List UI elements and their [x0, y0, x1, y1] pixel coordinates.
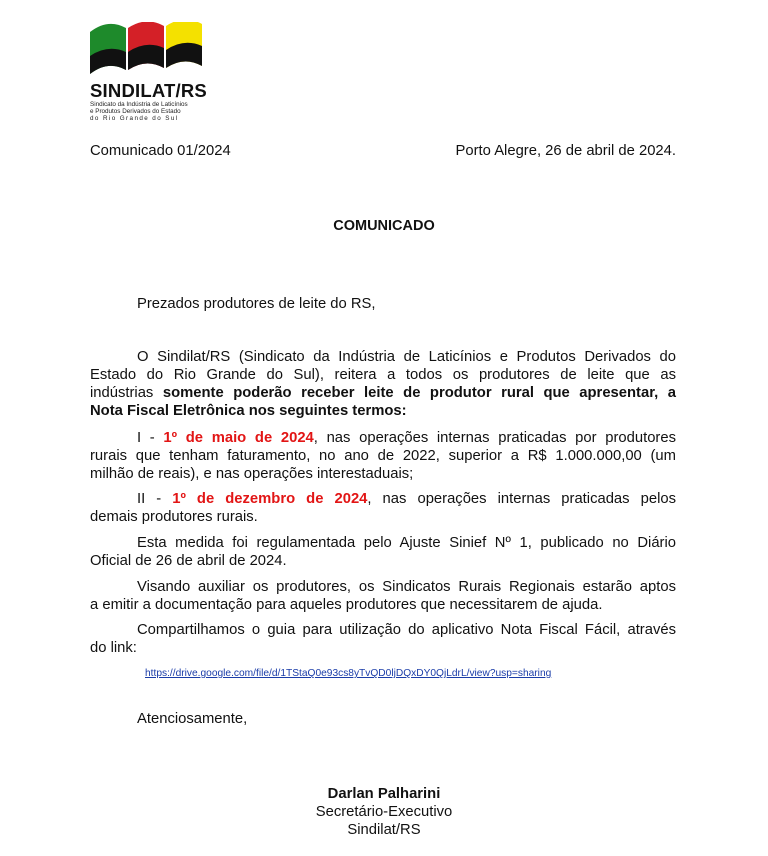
logo-subtitle-line: Sindicato da Indústria de Laticínios: [90, 101, 188, 108]
paragraph-line: Visando auxiliar os produtores, os Sindicatos Rurais Regionais estarão aptos: [137, 579, 676, 595]
greeting: Prezados produtores de leite do RS,: [137, 296, 376, 312]
item-date: 1º de dezembro de 2024: [172, 491, 368, 507]
paragraph-emphasis: Nota Fiscal Eletrônica nos seguintes termos:: [90, 403, 407, 419]
item-prefix: II -: [137, 491, 162, 507]
place-date: Porto Alegre, 26 de abril de 2024.: [455, 143, 676, 159]
paragraph-line: Oficial de 26 de abril de 2024.: [90, 553, 287, 569]
guide-link[interactable]: https://drive.google.com/file/d/1TStaQ0e93cs8yTvQD0ljDQxDY0QjLdrL/view?usp=sharing: [145, 668, 552, 679]
paragraph-line: O Sindilat/RS (Sindicato da Indústria de Laticínios e Produtos Derivados do: [137, 349, 676, 365]
paragraph-line: a emitir a documentação para aqueles produtores que necessitarem de ajuda.: [90, 597, 603, 613]
item-prefix: I -: [137, 430, 155, 446]
item-line: demais produtores rurais.: [90, 509, 258, 525]
paragraph-line: Estado do Rio Grande do Sul), reitera a todos os produtores de leite que as: [90, 367, 676, 383]
page-title: COMUNICADO: [333, 218, 435, 234]
item-date: 1º de maio de 2024: [163, 430, 314, 446]
paragraph-text: indústrias: [90, 385, 154, 401]
logo-subtitle-line: do Rio Grande do Sul: [90, 115, 179, 122]
paragraph-line: Esta medida foi regulamentada pelo Ajuste Sinief Nº 1, publicado no Diário: [137, 535, 676, 551]
sindilat-logo-mark: [90, 22, 208, 80]
paragraph-line: Compartilhamos o guia para utilização do aplicativo Nota Fiscal Fácil, através: [137, 622, 676, 638]
document-reference: Comunicado 01/2024: [90, 143, 231, 159]
signatory-role: Secretário-Executivo: [315, 804, 453, 820]
item-text: , nas operações internas praticadas por produtores: [313, 430, 676, 446]
item-line: [137, 490, 676, 508]
closing: Atenciosamente,: [137, 711, 248, 727]
item-line: milhão de reais), e nas operações interestaduais;: [90, 466, 414, 482]
item-line: [137, 429, 676, 447]
item-text: , nas operações internas praticadas pelos: [367, 491, 676, 507]
paragraph-line: [90, 384, 676, 402]
item-line: rurais que tenham faturamento, no ano de 2022, superior a R$ 1.000.000,00 (um: [90, 448, 676, 464]
paragraph-emphasis: somente poderão receber leite de produtor rural que apresentar, a: [162, 385, 676, 401]
logo-name: SINDILAT/RS: [90, 80, 207, 101]
paragraph-line: do link:: [90, 640, 137, 656]
signatory-name: Darlan Palharini: [327, 786, 441, 802]
logo-subtitle-line: e Produtos Derivados do Estado: [90, 108, 181, 115]
signatory-org: Sindilat/RS: [347, 822, 421, 838]
